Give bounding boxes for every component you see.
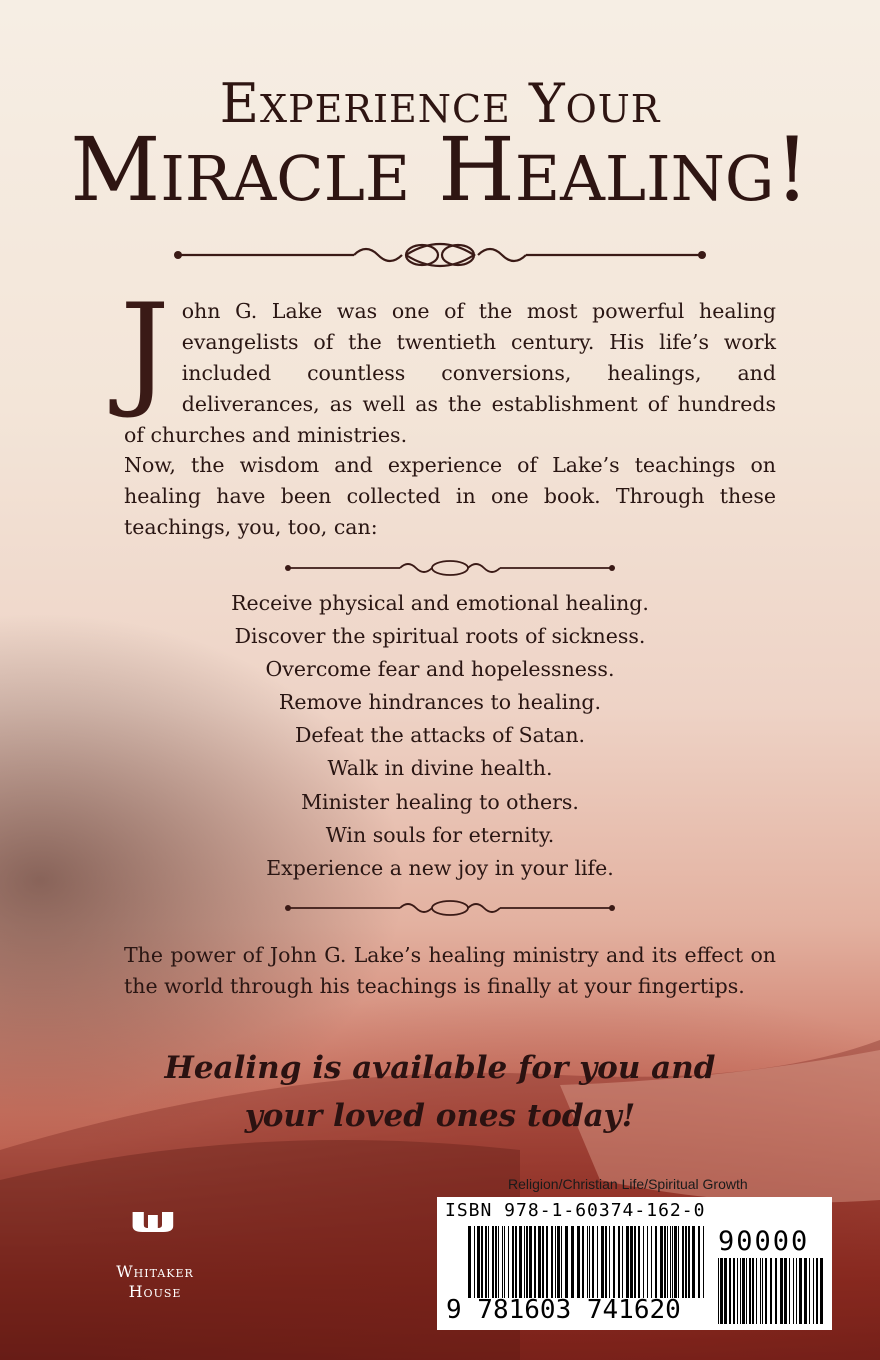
list-item: Receive physical and emotional healing. xyxy=(231,591,649,615)
publisher-logo-icon xyxy=(112,1208,192,1258)
list-item: Minister healing to others. xyxy=(301,789,579,814)
list-item: Remove hindrances to healing. xyxy=(278,690,602,715)
barcode-bars-icon xyxy=(468,1226,708,1298)
intro-text: ohn G. Lake was one of the most powerful healing evangelists of the twentieth century. His life’s work included countless conversions, healings, and deliverances, as well as the establishment of hundreds of churches and ministries. xyxy=(124,299,776,447)
category-label: Religion/Christian Life/Spiritual Growth xyxy=(508,1176,748,1192)
now-paragraph: Now, the wisdom and experience of Lake’s teachings on healing have been collected in one book. Through these teachings, you, too, can: xyxy=(124,453,776,539)
title-line-2: Miracle Healing! xyxy=(70,118,810,221)
benefits-list xyxy=(0,587,880,885)
tagline-line-2: your loved ones today! xyxy=(244,1098,636,1134)
barcode-digits: 9 781603 741620 xyxy=(446,1295,681,1325)
flourish-ornament-icon xyxy=(172,238,708,272)
divider-ornament-icon xyxy=(282,897,618,919)
list-item: Overcome fear and hopelessness. xyxy=(265,657,615,682)
list-item: Discover the spiritual roots of sickness. xyxy=(234,624,646,649)
dropcap-letter: J xyxy=(120,278,170,422)
tagline-line-1: Healing is available for you and xyxy=(164,1050,716,1086)
intro-paragraph xyxy=(120,278,776,451)
divider-ornament-icon xyxy=(282,557,618,579)
price-code: 90000 xyxy=(718,1226,810,1257)
publisher-name: Whitaker House xyxy=(116,1262,194,1301)
title-line-1: Experience Your xyxy=(219,72,661,135)
barcode-addon-bars-icon xyxy=(718,1258,824,1324)
power-paragraph: The power of John G. Lake’s healing ministry and its effect on the world through his teachings is finally at your fingertips. xyxy=(124,943,776,998)
tagline xyxy=(0,1044,880,1140)
list-item: Defeat the attacks of Satan. xyxy=(294,723,586,748)
list-item: Walk in divine health. xyxy=(327,756,553,781)
list-item: Experience a new joy in your life. xyxy=(266,855,614,880)
list-item: Win souls for eternity. xyxy=(325,822,555,847)
isbn-label: ISBN 978-1-60374-162-0 xyxy=(445,1200,706,1221)
